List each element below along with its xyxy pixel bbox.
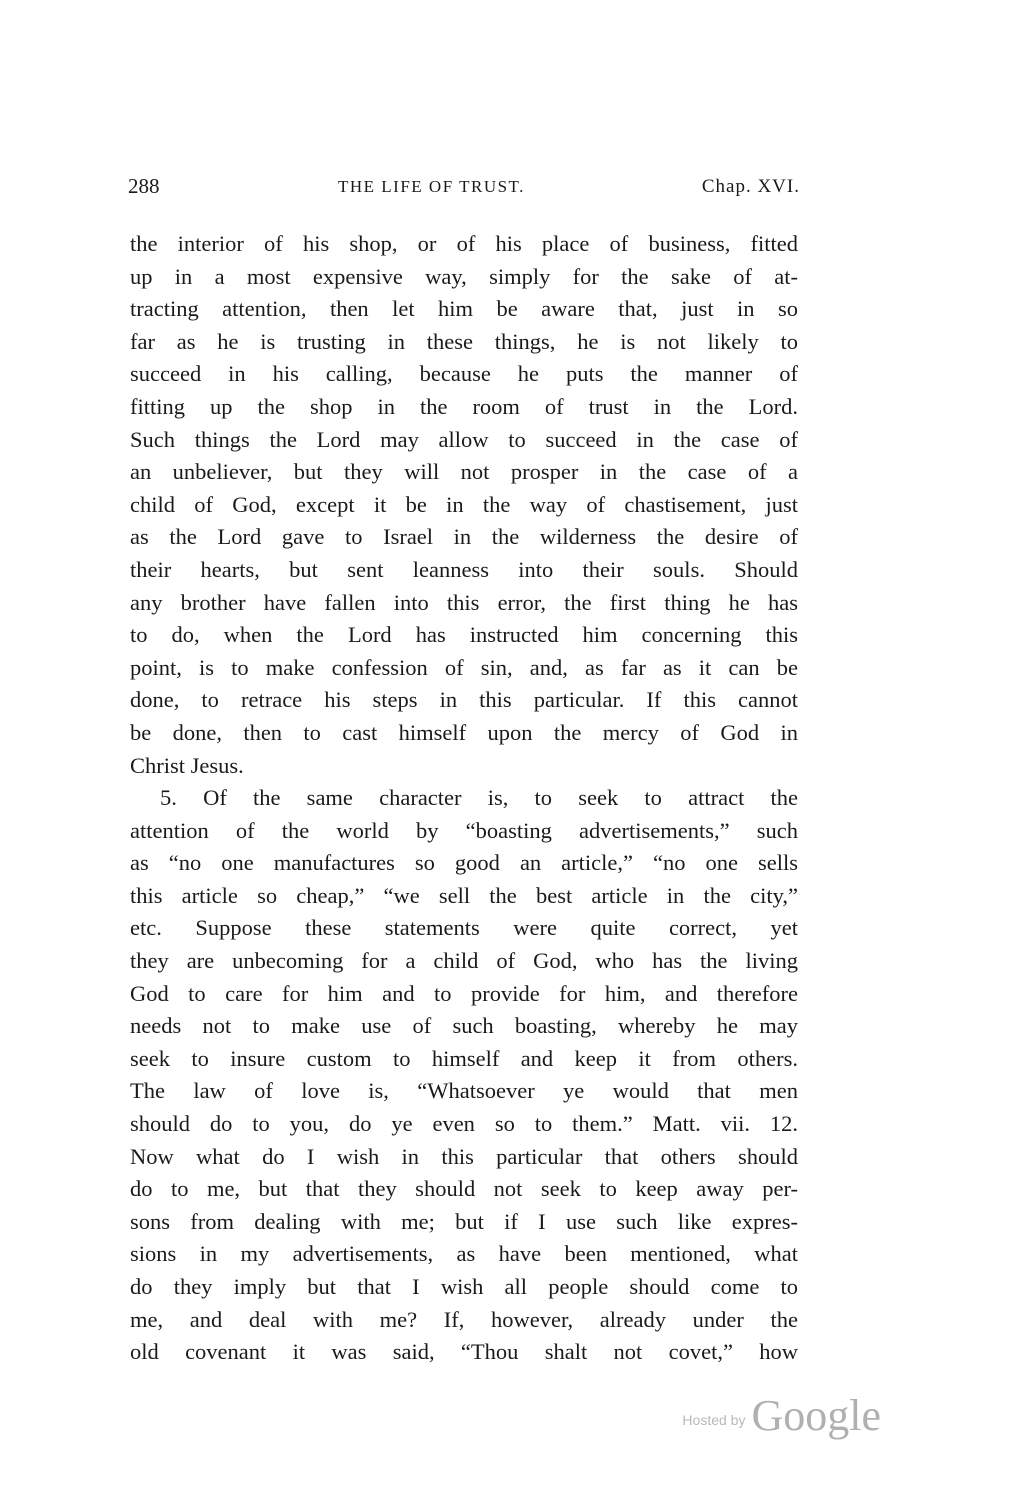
running-head [128,172,800,200]
text-line: done, to retrace his steps in this particular. If this cannot [130,687,798,713]
text-line: fitting up the shop in the room of trust in the Lord. [130,393,798,419]
text-line: old covenant it was said, “Thou shalt not covet,” how [130,1339,798,1365]
text-line: the interior of his shop, or of his place of business, fitted [130,231,798,256]
text-line: be done, then to cast himself upon the mercy of God in [130,719,798,745]
page-number: 288 [128,174,160,198]
text-line: Now what do I wish in this particular that others should [130,1143,798,1169]
text-line: tracting attention, then let him be aware that, just in so [130,296,798,322]
text-line: seek to insure custom to himself and keep it from others. [130,1045,798,1071]
text-line: do to me, but that they should not seek to keep away per- [130,1176,798,1202]
text-line: sions in my advertisements, as have been mentioned, what [130,1241,798,1267]
text-line: Such things the Lord may allow to succeed in the case of [130,426,798,452]
text-line: me, and deal with me? If, however, already under the [130,1306,798,1332]
text-line: attention of the world by “boasting advertisements,” such [130,817,798,843]
text-line: an unbeliever, but they will not prosper in the case of a [130,459,798,485]
paragraph-start-line: 5. Of the same character is, to seek to attract the [160,785,798,811]
text-line: their hearts, but sent leanness into their souls. Should [130,556,798,582]
text-line: etc. Suppose these statements were quite correct, yet [130,915,798,941]
text-line: sons from dealing with me; but if I use such like expres- [130,1208,798,1234]
chapter-label: Chap. XVI. [701,176,800,197]
google-watermark [682,1388,881,1438]
text-line: as the Lord gave to Israel in the wilderness the desire of [130,524,798,550]
text-line: God to care for him and to provide for him, and therefore [130,980,798,1006]
text-line: The law of love is, “Whatsoever ye would that men [130,1078,798,1104]
text-line: do they imply but that I wish all people should come to [130,1274,798,1299]
text-line: needs not to make use of such boasting, whereby he may [130,1013,798,1039]
text-line: succeed in his calling, because he puts the manner of [130,361,798,387]
text-line: far as he is trusting in these things, he is not likely to [130,328,798,354]
body-text [130,228,798,1369]
text-line: child of God, except it be in the way of chastisement, just [130,491,798,517]
text-line: as “no one manufactures so good an article,” “no one sells [130,850,798,876]
text-line: up in a most expensive way, simply for the sake of at- [130,263,798,289]
hosted-by-label: Hosted by [682,1412,746,1428]
google-logo: Google [751,1391,881,1440]
paragraph-end-line: Christ Jesus. [130,752,244,778]
text-line: any brother have fallen into this error, the first thing he has [130,589,798,615]
text-line: point, is to make confession of sin, and, as far as it can be [130,654,798,680]
text-line: this article so cheap,” “we sell the best article in the city,” [130,882,798,908]
text-line: they are unbecoming for a child of God, who has the living [130,948,798,974]
running-title: THE LIFE OF TRUST. [338,177,525,196]
text-line: should do to you, do ye even so to them.” Matt. vii. 12. [130,1111,798,1137]
text-line: to do, when the Lord has instructed him concerning this [130,622,798,648]
